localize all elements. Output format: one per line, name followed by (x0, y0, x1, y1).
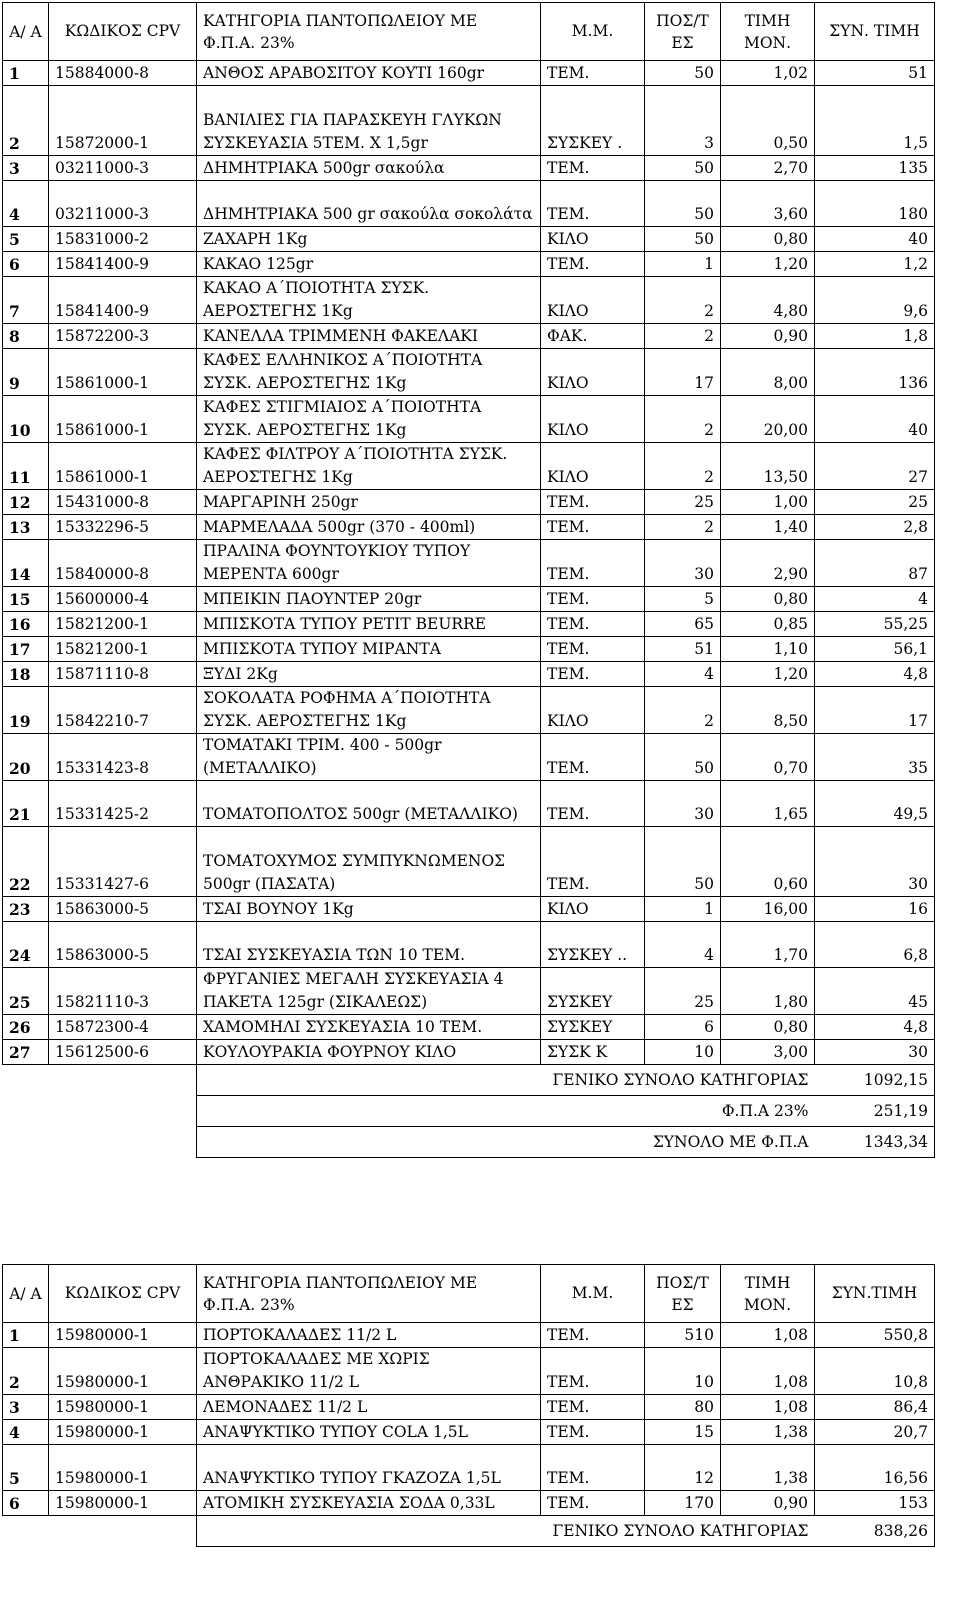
total-price: 10,8 (815, 1348, 935, 1395)
unit-of-measure: ΤΕΜ. (541, 490, 645, 515)
summary-row (3, 1127, 935, 1158)
row-number: 24 (3, 922, 49, 968)
row-number: 10 (3, 396, 49, 443)
quantity: 50 (645, 227, 721, 252)
unit-of-measure: ΚΙΛΟ (541, 277, 645, 324)
table-row (3, 1040, 935, 1065)
item-description: ΣΟΚΟΛΑΤΑ ΡΟΦΗΜΑ Α΄ΠΟΙΟΤΗΤΑ ΣΥΣΚ. ΑΕΡΟΣΤΕΓΗΣ 1Kg (197, 687, 541, 734)
row-number: 5 (3, 227, 49, 252)
row-number: 23 (3, 897, 49, 922)
item-description: ΠΡΑΛΙΝΑ ΦΟΥΝΤΟΥΚΙΟΥ ΤΥΠΟΥ ΜΕΡΕΝΤΑ 600gr (197, 540, 541, 587)
table-row (3, 968, 935, 1015)
item-description: ΜΠΙΣΚΟΤΑ ΤΥΠΟΥ ΜΙΡΑΝΤΑ (197, 637, 541, 662)
total-price: 56,1 (815, 637, 935, 662)
row-number: 25 (3, 968, 49, 1015)
unit-of-measure: ΤΕΜ. (541, 61, 645, 86)
unit-price: 0,90 (721, 1491, 815, 1516)
table-row (3, 1445, 935, 1491)
unit-of-measure: ΚΙΛΟ (541, 227, 645, 252)
row-number: 12 (3, 490, 49, 515)
summary-label: ΓΕΝΙΚΟ ΣΥΝΟΛΟ ΚΑΤΗΓΟΡΙΑΣ (197, 1516, 815, 1547)
cpv-code: 15863000-5 (49, 922, 197, 968)
table-header-row (3, 3, 935, 61)
unit-price: 0,85 (721, 612, 815, 637)
table-row (3, 490, 935, 515)
unit-price: 3,00 (721, 1040, 815, 1065)
cpv-code: 15980000-1 (49, 1323, 197, 1348)
cpv-code: 15331427-6 (49, 827, 197, 897)
quantity: 80 (645, 1395, 721, 1420)
cpv-code: 15600000-4 (49, 587, 197, 612)
table-row (3, 1015, 935, 1040)
item-description: ΞΥΔΙ 2Kg (197, 662, 541, 687)
unit-of-measure: ΤΕΜ. (541, 637, 645, 662)
quantity: 3 (645, 86, 721, 156)
unit-price: 1,40 (721, 515, 815, 540)
cpv-code: 15980000-1 (49, 1445, 197, 1491)
item-description: ΤΣΑΙ ΒΟΥΝΟΥ 1Kg (197, 897, 541, 922)
col-header-total-price: ΣΥΝ.ΤΙΜΗ (815, 1265, 935, 1323)
unit-price: 1,00 (721, 490, 815, 515)
total-price: 35 (815, 734, 935, 781)
item-description: ΚΑΦΕΣ ΕΛΛΗΝΙΚΟΣ Α΄ΠΟΙΟΤΗΤΑ ΣΥΣΚ. ΑΕΡΟΣΤΕΓΗΣ 1Kg (197, 349, 541, 396)
unit-price: 1,38 (721, 1420, 815, 1445)
cpv-code: 15980000-1 (49, 1420, 197, 1445)
unit-of-measure: ΤΕΜ. (541, 587, 645, 612)
item-description: ΚΑΝΕΛΛΑ ΤΡΙΜΜΕΝΗ ΦΑΚΕΛΑΚΙ (197, 324, 541, 349)
unit-price: 1,65 (721, 781, 815, 827)
unit-price: 8,50 (721, 687, 815, 734)
cpv-code: 15861000-1 (49, 443, 197, 490)
table-row (3, 515, 935, 540)
quantity: 5 (645, 587, 721, 612)
item-description: ΑΝΘΟΣ ΑΡΑΒΟΣΙΤΟΥ ΚΟΥΤΙ 160gr (197, 61, 541, 86)
unit-of-measure: ΤΕΜ. (541, 1491, 645, 1516)
unit-of-measure: ΣΥΣΚΕΥ (541, 968, 645, 1015)
unit-price: 1,10 (721, 637, 815, 662)
row-number: 17 (3, 637, 49, 662)
unit-price: 0,80 (721, 587, 815, 612)
table-row (3, 1491, 935, 1516)
cpv-code: 15431000-8 (49, 490, 197, 515)
quantity: 25 (645, 490, 721, 515)
cpv-code: 15840000-8 (49, 540, 197, 587)
total-price: 49,5 (815, 781, 935, 827)
total-price: 27 (815, 443, 935, 490)
unit-price: 1,20 (721, 662, 815, 687)
table-row (3, 922, 935, 968)
table-row (3, 612, 935, 637)
item-description: ΔΗΜΗΤΡΙΑΚΑ 500 gr σακούλα σοκολάτα (197, 181, 541, 227)
col-header-quantity: ΠΟΣ/Τ ΕΣ (645, 3, 721, 61)
summary-value: 838,26 (815, 1516, 935, 1547)
unit-price: 0,90 (721, 324, 815, 349)
unit-of-measure: ΤΕΜ. (541, 1323, 645, 1348)
row-number: 27 (3, 1040, 49, 1065)
unit-price: 1,80 (721, 968, 815, 1015)
row-number: 3 (3, 156, 49, 181)
item-description: ΜΠΙΣΚΟΤΑ ΤΥΠΟΥ PETIT BEURRE (197, 612, 541, 637)
item-description: ΦΡΥΓΑΝΙΕΣ ΜΕΓΑΛΗ ΣΥΣΚΕΥΑΣΙΑ 4 ΠΑΚΕΤΑ 125gr (ΣΙΚΑΛΕΩΣ) (197, 968, 541, 1015)
unit-price: 1,02 (721, 61, 815, 86)
unit-of-measure: ΚΙΛΟ (541, 897, 645, 922)
row-number: 5 (3, 1445, 49, 1491)
cpv-code: 15331425-2 (49, 781, 197, 827)
unit-price: 0,70 (721, 734, 815, 781)
cpv-code: 15332296-5 (49, 515, 197, 540)
quantity: 65 (645, 612, 721, 637)
cpv-code: 15841400-9 (49, 277, 197, 324)
table-row (3, 156, 935, 181)
item-description: ΑΤΟΜΙΚΗ ΣΥΣΚΕΥΑΣΙΑ ΣΟΔΑ 0,33L (197, 1491, 541, 1516)
unit-of-measure: ΤΕΜ. (541, 1420, 645, 1445)
summary-label: Φ.Π.Α 23% (197, 1096, 815, 1127)
total-price: 86,4 (815, 1395, 935, 1420)
table-row (3, 349, 935, 396)
quantity: 2 (645, 396, 721, 443)
unit-of-measure: ΤΕΜ. (541, 156, 645, 181)
quantity: 30 (645, 540, 721, 587)
total-price: 9,6 (815, 277, 935, 324)
total-price: 2,8 (815, 515, 935, 540)
total-price: 25 (815, 490, 935, 515)
unit-of-measure: ΤΕΜ. (541, 1348, 645, 1395)
col-header-category: ΚΑΤΗΓΟΡΙΑ ΠΑΝΤΟΠΩΛΕΙΟΥ ΜΕ Φ.Π.Α. 23% (197, 1265, 541, 1323)
summary-label: ΓΕΝΙΚΟ ΣΥΝΟΛΟ ΚΑΤΗΓΟΡΙΑΣ (197, 1065, 815, 1096)
unit-of-measure: ΤΕΜ. (541, 827, 645, 897)
quantity: 50 (645, 734, 721, 781)
beverage-items-table (2, 1264, 935, 1547)
quantity: 10 (645, 1040, 721, 1065)
total-price: 180 (815, 181, 935, 227)
table-row (3, 227, 935, 252)
row-number: 18 (3, 662, 49, 687)
row-number: 1 (3, 61, 49, 86)
table-row (3, 540, 935, 587)
total-price: 153 (815, 1491, 935, 1516)
unit-price: 1,08 (721, 1395, 815, 1420)
quantity: 1 (645, 252, 721, 277)
unit-price: 13,50 (721, 443, 815, 490)
quantity: 51 (645, 637, 721, 662)
summary-spacer (3, 1065, 197, 1096)
item-description: ΒΑΝΙΛΙΕΣ ΓΙΑ ΠΑΡΑΣΚΕΥΗ ΓΛΥΚΩΝ ΣΥΣΚΕΥΑΣΙΑ 5ΤΕΜ. Χ 1,5gr (197, 86, 541, 156)
quantity: 50 (645, 827, 721, 897)
unit-price: 2,90 (721, 540, 815, 587)
summary-row (3, 1096, 935, 1127)
unit-price: 20,00 (721, 396, 815, 443)
unit-of-measure: ΚΙΛΟ (541, 443, 645, 490)
cpv-code: 15980000-1 (49, 1348, 197, 1395)
unit-of-measure: ΤΕΜ. (541, 252, 645, 277)
row-number: 3 (3, 1395, 49, 1420)
item-description: ΛΕΜΟΝΑΔΕΣ 11/2 L (197, 1395, 541, 1420)
row-number: 2 (3, 1348, 49, 1395)
item-description: ΚΟΥΛΟΥΡΑΚΙΑ ΦΟΥΡΝΟΥ ΚΙΛΟ (197, 1040, 541, 1065)
quantity: 1 (645, 897, 721, 922)
unit-of-measure: ΤΕΜ. (541, 781, 645, 827)
row-number: 9 (3, 349, 49, 396)
total-price: 4,8 (815, 1015, 935, 1040)
col-header-aa: Α/ Α (3, 3, 49, 61)
summary-value: 1343,34 (815, 1127, 935, 1158)
row-number: 7 (3, 277, 49, 324)
unit-price: 16,00 (721, 897, 815, 922)
total-price: 51 (815, 61, 935, 86)
total-price: 40 (815, 396, 935, 443)
cpv-code: 15872200-3 (49, 324, 197, 349)
col-header-total-price: ΣΥΝ. ΤΙΜΗ (815, 3, 935, 61)
total-price: 1,5 (815, 86, 935, 156)
row-number: 6 (3, 1491, 49, 1516)
row-number: 2 (3, 86, 49, 156)
cpv-code: 03211000-3 (49, 156, 197, 181)
quantity: 6 (645, 1015, 721, 1040)
total-price: 87 (815, 540, 935, 587)
total-price: 4 (815, 587, 935, 612)
item-description: ΑΝΑΨΥΚΤΙΚΟ ΤΥΠΟΥ ΓΚΑΖΟΖΑ 1,5L (197, 1445, 541, 1491)
table-row (3, 662, 935, 687)
total-price: 16,56 (815, 1445, 935, 1491)
item-description: ΤΣΑΙ ΣΥΣΚΕΥΑΣΙΑ ΤΩΝ 10 ΤΕΜ. (197, 922, 541, 968)
summary-spacer (3, 1127, 197, 1158)
unit-of-measure: ΚΙΛΟ (541, 396, 645, 443)
table-row (3, 324, 935, 349)
unit-price: 1,20 (721, 252, 815, 277)
total-price: 45 (815, 968, 935, 1015)
unit-price: 1,08 (721, 1348, 815, 1395)
cpv-code: 15980000-1 (49, 1395, 197, 1420)
cpv-code: 15861000-1 (49, 349, 197, 396)
total-price: 136 (815, 349, 935, 396)
item-description: ΑΝΑΨΥΚΤΙΚΟ ΤΥΠΟΥ COLA 1,5L (197, 1420, 541, 1445)
unit-of-measure: ΤΕΜ. (541, 515, 645, 540)
total-price: 17 (815, 687, 935, 734)
total-price: 6,8 (815, 922, 935, 968)
unit-price: 0,80 (721, 227, 815, 252)
unit-of-measure: ΣΥΣΚ Κ (541, 1040, 645, 1065)
item-description: ΤΟΜΑΤΟΧΥΜΟΣ ΣΥΜΠΥΚΝΩΜΕΝΟΣ 500gr (ΠΑΣΑΤΑ) (197, 827, 541, 897)
total-price: 55,25 (815, 612, 935, 637)
unit-of-measure: ΤΕΜ. (541, 540, 645, 587)
item-description: ΜΑΡΓΑΡΙΝΗ 250gr (197, 490, 541, 515)
row-number: 13 (3, 515, 49, 540)
unit-of-measure: ΤΕΜ. (541, 181, 645, 227)
unit-of-measure: ΤΕΜ. (541, 662, 645, 687)
unit-of-measure: ΤΕΜ. (541, 612, 645, 637)
total-price: 30 (815, 1040, 935, 1065)
table-row (3, 781, 935, 827)
row-number: 20 (3, 734, 49, 781)
quantity: 4 (645, 922, 721, 968)
grocery-items-table (2, 2, 935, 1158)
item-description: ΠΟΡΤΟΚΑΛΑΔΕΣ ΜΕ ΧΩΡΙΣ ΑΝΘΡΑΚΙΚΟ 11/2 L (197, 1348, 541, 1395)
table-row (3, 587, 935, 612)
unit-of-measure: ΦΑΚ. (541, 324, 645, 349)
unit-price: 1,70 (721, 922, 815, 968)
cpv-code: 15861000-1 (49, 396, 197, 443)
table-row (3, 1323, 935, 1348)
col-header-cpv: ΚΩΔΙΚΟΣ CPV (49, 1265, 197, 1323)
row-number: 11 (3, 443, 49, 490)
row-number: 15 (3, 587, 49, 612)
quantity: 170 (645, 1491, 721, 1516)
table-row (3, 827, 935, 897)
quantity: 2 (645, 324, 721, 349)
total-price: 40 (815, 227, 935, 252)
item-description: ΜΠΕΙΚΙΝ ΠΑΟΥΝΤΕΡ 20gr (197, 587, 541, 612)
cpv-code: 15871110-8 (49, 662, 197, 687)
cpv-code: 15842210-7 (49, 687, 197, 734)
cpv-code: 15863000-5 (49, 897, 197, 922)
table-row (3, 687, 935, 734)
item-description: ΧΑΜΟΜΗΛΙ ΣΥΣΚΕΥΑΣΙΑ 10 ΤΕΜ. (197, 1015, 541, 1040)
table-row (3, 61, 935, 86)
quantity: 2 (645, 515, 721, 540)
cpv-code: 15872000-1 (49, 86, 197, 156)
total-price: 16 (815, 897, 935, 922)
quantity: 4 (645, 662, 721, 687)
unit-of-measure: ΤΕΜ. (541, 734, 645, 781)
table-row (3, 1348, 935, 1395)
table-row (3, 86, 935, 156)
quantity: 12 (645, 1445, 721, 1491)
quantity: 50 (645, 181, 721, 227)
row-number: 26 (3, 1015, 49, 1040)
quantity: 2 (645, 277, 721, 324)
total-price: 550,8 (815, 1323, 935, 1348)
row-number: 8 (3, 324, 49, 349)
quantity: 17 (645, 349, 721, 396)
summary-row (3, 1065, 935, 1096)
item-description: ΚΑΦΕΣ ΦΙΛΤΡΟΥ Α΄ΠΟΙΟΤΗΤΑ ΣΥΣΚ. ΑΕΡΟΣΤΕΓΗΣ 1Kg (197, 443, 541, 490)
item-description: ΚΑΚΑΟ Α΄ΠΟΙΟΤΗΤΑ ΣΥΣΚ. ΑΕΡΟΣΤΕΓΗΣ 1Kg (197, 277, 541, 324)
summary-label: ΣΥΝΟΛΟ ΜΕ Φ.Π.Α (197, 1127, 815, 1158)
item-description: ΖΑΧΑΡΗ 1Kg (197, 227, 541, 252)
table-row (3, 252, 935, 277)
cpv-code: 15821200-1 (49, 612, 197, 637)
item-description: ΤΟΜΑΤΟΠΟΛΤΟΣ 500gr (ΜΕΤΑΛΛΙΚΟ) (197, 781, 541, 827)
quantity: 15 (645, 1420, 721, 1445)
unit-of-measure: ΣΥΣΚΕΥ . (541, 86, 645, 156)
quantity: 10 (645, 1348, 721, 1395)
table-row (3, 443, 935, 490)
row-number: 6 (3, 252, 49, 277)
cpv-code: 15884000-8 (49, 61, 197, 86)
total-price: 30 (815, 827, 935, 897)
cpv-code: 15831000-2 (49, 227, 197, 252)
row-number: 19 (3, 687, 49, 734)
col-header-category: ΚΑΤΗΓΟΡΙΑ ΠΑΝΤΟΠΩΛΕΙΟΥ ΜΕ Φ.Π.Α. 23% (197, 3, 541, 61)
row-number: 22 (3, 827, 49, 897)
quantity: 25 (645, 968, 721, 1015)
item-description: ΜΑΡΜΕΛΑΔΑ 500gr (370 - 400ml) (197, 515, 541, 540)
quantity: 2 (645, 687, 721, 734)
col-header-cpv: ΚΩΔΙΚΟΣ CPV (49, 3, 197, 61)
unit-price: 0,80 (721, 1015, 815, 1040)
unit-price: 1,08 (721, 1323, 815, 1348)
col-header-unit: Μ.Μ. (541, 3, 645, 61)
quantity: 50 (645, 61, 721, 86)
quantity: 50 (645, 156, 721, 181)
item-description: ΤΟΜΑΤΑΚΙ ΤΡΙΜ. 400 - 500gr (ΜΕΤΑΛΛΙΚΟ) (197, 734, 541, 781)
summary-row (3, 1516, 935, 1547)
unit-price: 0,50 (721, 86, 815, 156)
unit-price: 4,80 (721, 277, 815, 324)
table-row (3, 1395, 935, 1420)
summary-value: 1092,15 (815, 1065, 935, 1096)
col-header-quantity: ΠΟΣ/Τ ΕΣ (645, 1265, 721, 1323)
table-row (3, 396, 935, 443)
cpv-code: 15841400-9 (49, 252, 197, 277)
unit-of-measure: ΣΥΣΚΕΥ .. (541, 922, 645, 968)
table-row (3, 897, 935, 922)
row-number: 4 (3, 1420, 49, 1445)
col-header-unit-price: ΤΙΜΗ ΜΟΝ. (721, 3, 815, 61)
item-description: ΚΑΦΕΣ ΣΤΙΓΜΙΑΙΟΣ Α΄ΠΟΙΟΤΗΤΑ ΣΥΣΚ. ΑΕΡΟΣΤΕΓΗΣ 1Kg (197, 396, 541, 443)
row-number: 16 (3, 612, 49, 637)
unit-price: 1,38 (721, 1445, 815, 1491)
row-number: 21 (3, 781, 49, 827)
cpv-code: 15331423-8 (49, 734, 197, 781)
total-price: 1,8 (815, 324, 935, 349)
summary-spacer (3, 1096, 197, 1127)
cpv-code: 15612500-6 (49, 1040, 197, 1065)
quantity: 2 (645, 443, 721, 490)
col-header-aa: Α/ Α (3, 1265, 49, 1323)
table-row (3, 181, 935, 227)
cpv-code: 15980000-1 (49, 1491, 197, 1516)
unit-price: 0,60 (721, 827, 815, 897)
item-description: ΠΟΡΤΟΚΑΛΑΔΕΣ 11/2 L (197, 1323, 541, 1348)
total-price: 20,7 (815, 1420, 935, 1445)
col-header-unit-price: ΤΙΜΗ ΜΟΝ. (721, 1265, 815, 1323)
table-header-row (3, 1265, 935, 1323)
summary-spacer (3, 1516, 197, 1547)
summary-value: 251,19 (815, 1096, 935, 1127)
col-header-unit: Μ.Μ. (541, 1265, 645, 1323)
unit-of-measure: ΤΕΜ. (541, 1395, 645, 1420)
unit-price: 8,00 (721, 349, 815, 396)
quantity: 510 (645, 1323, 721, 1348)
table-row (3, 277, 935, 324)
unit-price: 3,60 (721, 181, 815, 227)
item-description: ΚΑΚΑΟ 125gr (197, 252, 541, 277)
unit-of-measure: ΚΙΛΟ (541, 687, 645, 734)
cpv-code: 15821200-1 (49, 637, 197, 662)
table-row (3, 637, 935, 662)
total-price: 1,2 (815, 252, 935, 277)
cpv-code: 15821110-3 (49, 968, 197, 1015)
cpv-code: 15872300-4 (49, 1015, 197, 1040)
unit-of-measure: ΣΥΣΚΕΥ (541, 1015, 645, 1040)
quantity: 30 (645, 781, 721, 827)
row-number: 1 (3, 1323, 49, 1348)
total-price: 135 (815, 156, 935, 181)
row-number: 14 (3, 540, 49, 587)
cpv-code: 03211000-3 (49, 181, 197, 227)
unit-of-measure: ΚΙΛΟ (541, 349, 645, 396)
table-row (3, 734, 935, 781)
table-row (3, 1420, 935, 1445)
unit-price: 2,70 (721, 156, 815, 181)
unit-of-measure: ΤΕΜ. (541, 1445, 645, 1491)
row-number: 4 (3, 181, 49, 227)
item-description: ΔΗΜΗΤΡΙΑΚΑ 500gr σακούλα (197, 156, 541, 181)
total-price: 4,8 (815, 662, 935, 687)
